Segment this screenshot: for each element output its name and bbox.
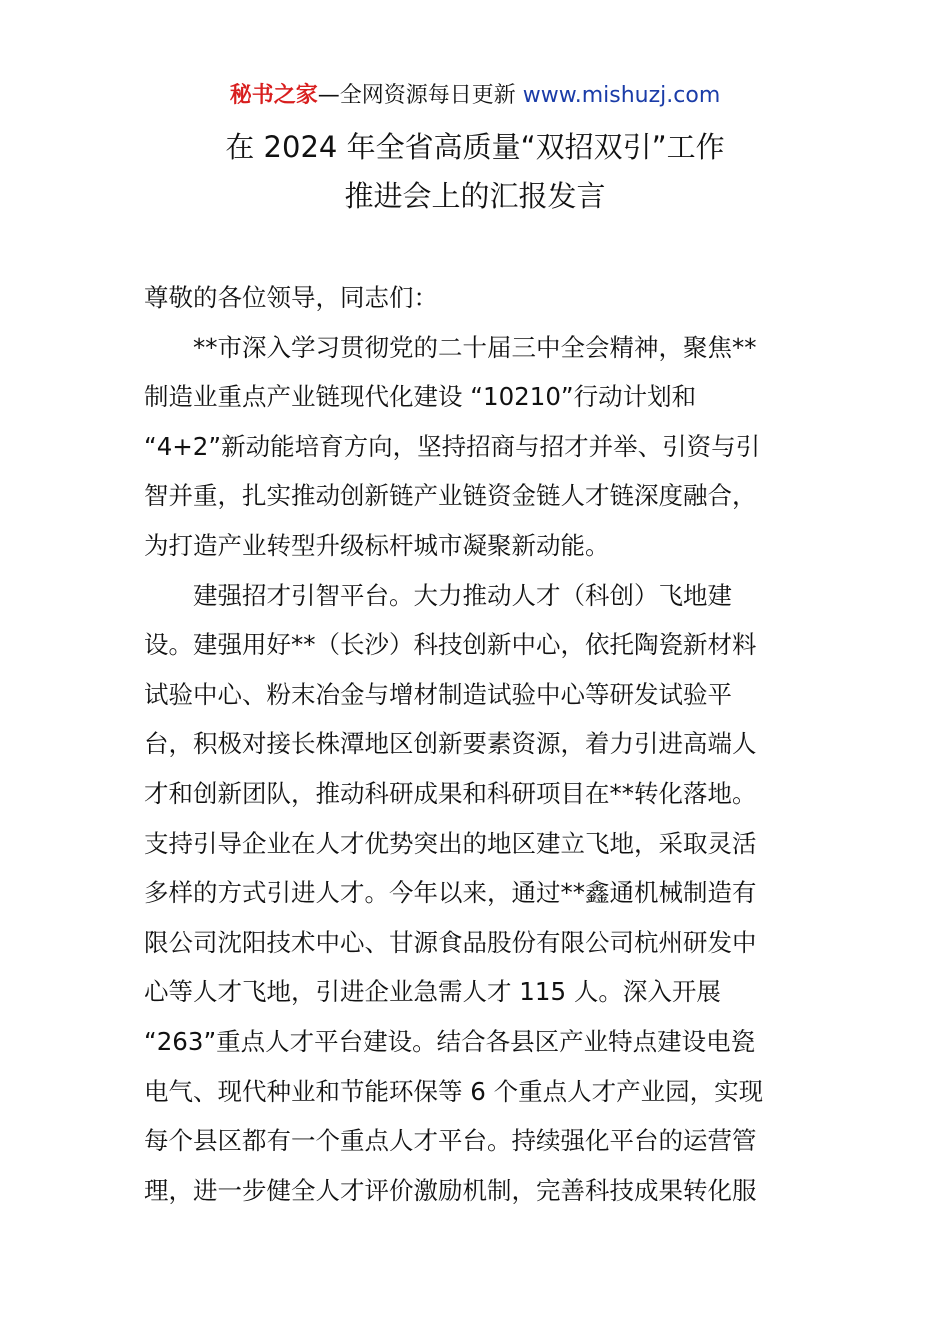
body-text-line: 台，积极对接长株潭地区创新要素资源，着力引进高端人 [144, 729, 757, 759]
site-tagline: —全网资源每日更新 [317, 83, 523, 108]
body-text-line: 建强招才引智平台。大力推动人才（科创）飞地建 [144, 580, 732, 610]
body-text-line: 多样的方式引进人才。今年以来，通过**鑫通机械制造有 [144, 878, 757, 908]
body-text-line: **市深入学习贯彻党的二十届三中全会精神，聚焦** [144, 332, 757, 362]
body-text-line: 智并重，扎实推动创新链产业链资金链人才链深度融合， [144, 481, 757, 511]
site-header [0, 80, 950, 112]
body-text-line: 限公司沈阳技术中心、甘源食品股份有限公司杭州研发中 [144, 927, 757, 957]
body-text-line: 试验中心、粉末冶金与增材制造试验中心等研发试验平 [144, 679, 732, 709]
body-text-line: 为打造产业转型升级标杆城市凝聚新动能。 [144, 530, 610, 560]
document-title-line-2: 推进会上的汇报发言 [344, 179, 606, 213]
body-text-line: 每个县区都有一个重点人才平台。持续强化平台的运营管 [144, 1126, 757, 1156]
body-text-line: 理，进一步健全人才评价激励机制，完善科技成果转化服 [144, 1175, 757, 1205]
body-text-line: 制造业重点产业链现代化建设 “10210”行动计划和 [144, 382, 697, 412]
body-text-line: “4+2”新动能培育方向，坚持招商与招才并举、引资与引 [144, 431, 761, 461]
body-text-line: 才和创新团队，推动科研成果和科研项目在**转化落地。 [144, 778, 757, 808]
document-title-line-1: 在 2024 年全省高质量“双招双引”工作 [225, 130, 725, 164]
document-body [144, 273, 808, 1215]
body-text-line: 尊敬的各位领导，同志们： [144, 283, 438, 312]
site-brand: 秘书之家 [229, 83, 318, 108]
body-text-line: 设。建强用好**（长沙）科技创新中心，依托陶瓷新材料 [144, 630, 757, 660]
body-text-line: 支持引导企业在人才优势突出的地区建立飞地，采取灵活 [144, 828, 757, 858]
body-text-line: “263”重点人才平台建设。结合各县区产业特点建设电瓷 [144, 1026, 756, 1056]
site-url-link[interactable]: www.mishuzj.com [522, 83, 721, 108]
body-text-line: 电气、现代种业和节能环保等 6 个重点人才产业园，实现 [144, 1076, 764, 1106]
body-text-line: 心等人才飞地，引进企业急需人才 115 人。深入开展 [144, 977, 721, 1007]
